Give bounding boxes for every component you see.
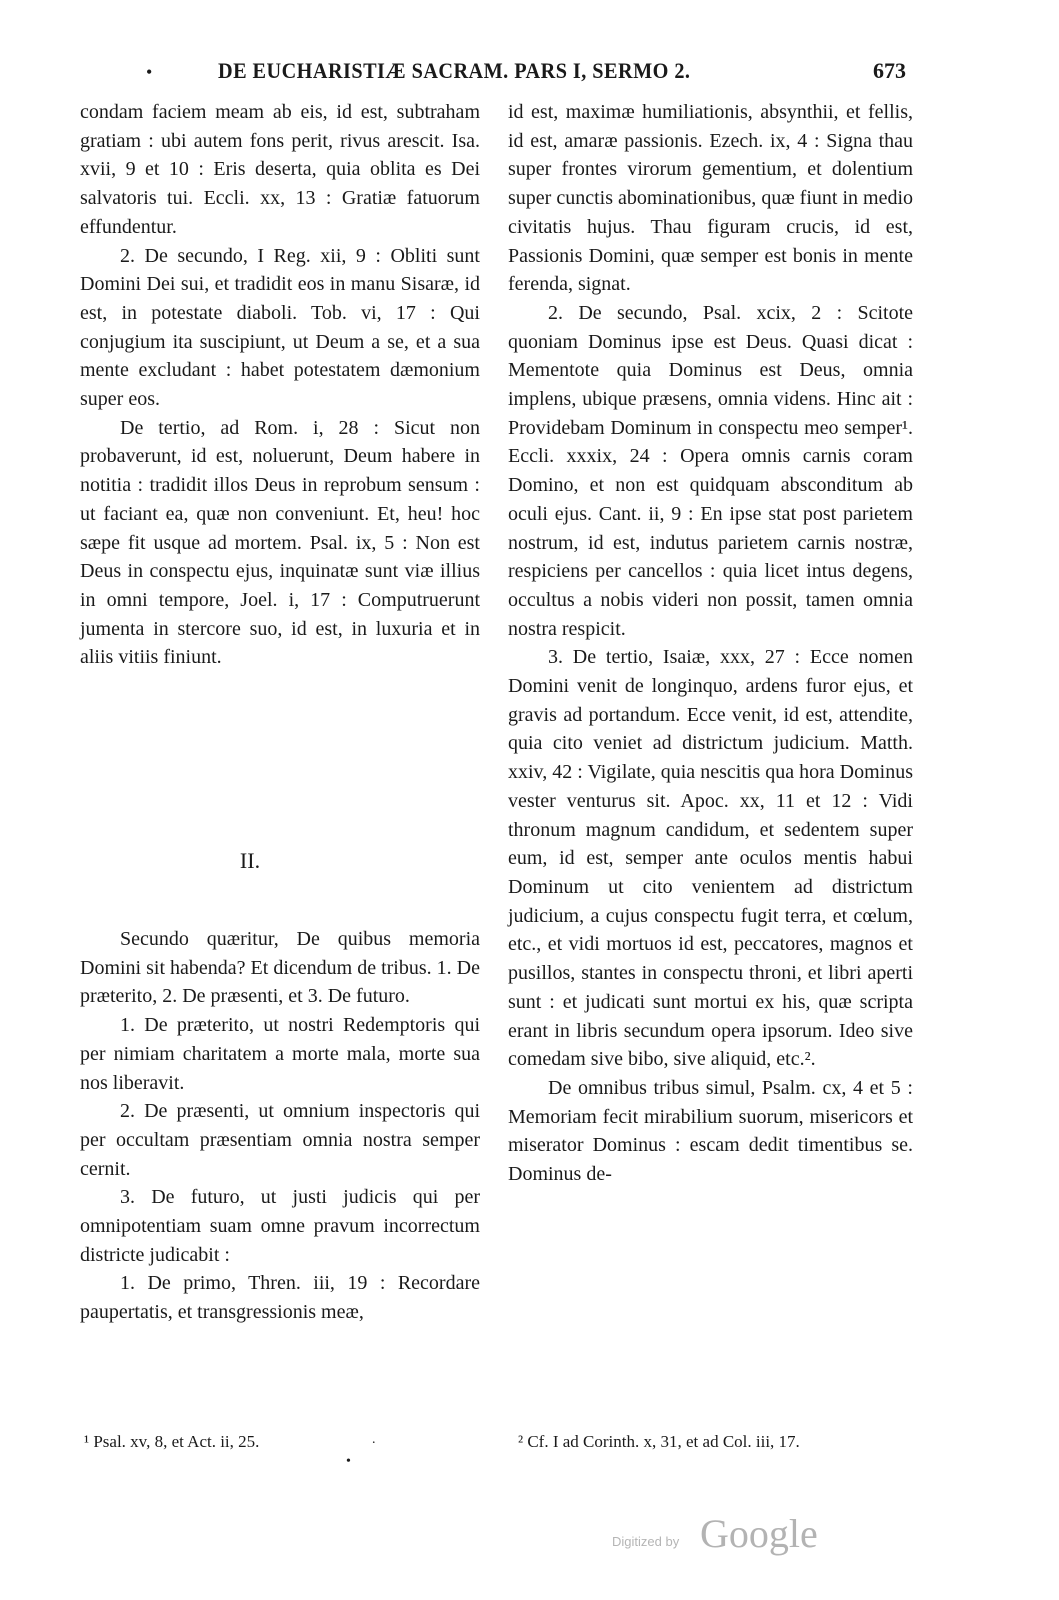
stray-mark: .	[372, 1432, 376, 1447]
paragraph: 2. De præsenti, ut omnium inspectoris qui per occultam præsentiam omnia nostra semper cernit.	[80, 1100, 480, 1180]
digitized-watermark	[612, 1510, 852, 1560]
paragraph: 3. De futuro, ut justi judicis qui per omnipotentiam suam omne pravum incorrectum districte judicabit :	[80, 1186, 480, 1266]
paragraph: De tertio, ad Rom. i, 28 : Sicut non probaverunt, id est, noluerunt, Deum habere in notitia : tradidit illos Deus in reprobum sensum : ut faciant ea, quæ non conveniunt. Et, heu! hoc sæpe fit usque ad mortem. Psal. ix, 5 : Non est Deus in conspectu ejus, inquinatæ sunt viæ illius in omni tempore, Joel. i, 17 : Computruerunt jumenta in stercore suo, id est, in luxuria et in aliis vitiis finiunt.	[80, 416, 480, 669]
paragraph: De omnibus tribus simul, Psalm. cx, 4 et 5 : Memoriam fecit mirabilium suorum, misericors et miserator Dominus : escam dedit timentibus se. Dominus de-	[508, 1076, 913, 1186]
paragraph: Secundo quæritur, De quibus memoria Domini sit habenda? Et dicendum de tribus. 1. De præterito, 2. De præsenti, et 3. De futuro.	[80, 928, 480, 1008]
section-numeral: II.	[239, 848, 261, 873]
footnote-1: ¹ Psal. xv, 8, et Act. ii, 25.	[84, 1432, 260, 1451]
paragraph: 2. De secundo, Psal. xcix, 2 : Scitote quoniam Dominus ipse est Deus. Quasi dicat : Mementote quia Dominus est Deus, omnia implens, ubique præsens, omnia videns. Hinc ait : Providebam Dominum in conspectu meo semper¹. Eccli. xxxix, 24 : Opera omnis carnis coram Domino, et non est quidquam absconditum ab oculi ejus. Cant. ii, 9 : En ipse stat post parietem nostrum, id est, indutus parietem carnis nostræ, respiciens per cancellos : quia licet intus degens, occultus a nobis videri non possit, tamen omnia nostra respicit.	[508, 301, 913, 640]
paragraph: 1. De primo, Thren. iii, 19 : Recordare paupertatis, et transgressionis meæ,	[80, 1272, 480, 1324]
running-title: DE EUCHARISTIÆ SACRAM. PARS I, SERMO 2.	[218, 58, 691, 83]
left-column-bottom	[80, 925, 480, 1327]
header-bullet: •	[146, 62, 153, 82]
running-header	[0, 58, 1059, 92]
paragraph: id est, maximæ humiliationis, absynthii, et fellis, id est, amaræ passionis. Ezech. ix, 4 : Signa thau super frontes virorum gementium, et dolentium super cunctis abominationibus, quæ fiunt in medio civitatis hujus. Thau figuram crucis, id est, Passionis Domini, quæ semper est bonis in mente ferenda, signat.	[508, 101, 913, 296]
stray-dot: •	[346, 1454, 351, 1469]
footnote-2: ² Cf. I ad Corinth. x, 31, et ad Col. iii, 17.	[518, 1432, 800, 1451]
google-logo: Google	[700, 1511, 818, 1556]
paragraph: 3. De tertio, Isaiæ, xxx, 27 : Ecce nomen Domini venit de longinquo, ardens furor ejus, et gravis ad portandum. Ecce venit, id est, attendite, quia cito veniet ad districtum judicium. Matth. xxiv, 42 : Vigilate, quia nescitis qua hora Dominus vester venturus sit. Apoc. xx, 11 et 12 : Vidi thronum magnum candidum, et sedentem super eum, id est, semper ante oculos mentis habui Dominum ut cito venientem ad districtum judicium, a cujus conspectu fugit terra, et cœlum, etc., et vidi mortuos id est, peccatores, magnos et pusillos, stantes in conspectu throni, et libri aperti sunt : et judicati sunt mortui ex his, quæ scripta erant in libris secundum opera ipsorum. Ideo sive comedam sive bibo, sive aliquid, etc.².	[508, 646, 913, 1071]
paragraph: 1. De præterito, ut nostri Redemptoris qui per nimiam charitatem a morte mala, morte sua nos liberavit.	[80, 1014, 480, 1094]
paragraph: condam faciem meam ab eis, id est, subtraham gratiam : ubi autem fons perit, rivus arescit. Isa. xvii, 9 et 10 : Eris deserta, quia oblita es Dei salvatoris tui. Eccli. xx, 13 : Gratiæ fatuorum effundentur.	[80, 101, 480, 238]
paragraph: 2. De secundo, I Reg. xii, 9 : Obliti sunt Domini Dei sui, et tradidit eos in manu Sisaræ, id est, in potestate diaboli. Tob. vi, 17 : Qui conjugium ita suscipiunt, ut Deum a se, et a sua mente excludant : habet potestatem dæmonium super eos.	[80, 244, 480, 411]
right-column	[508, 98, 913, 1189]
digitized-label: Digitized by	[612, 1534, 680, 1549]
left-column-top	[80, 98, 480, 672]
page-number: 673	[873, 58, 906, 83]
